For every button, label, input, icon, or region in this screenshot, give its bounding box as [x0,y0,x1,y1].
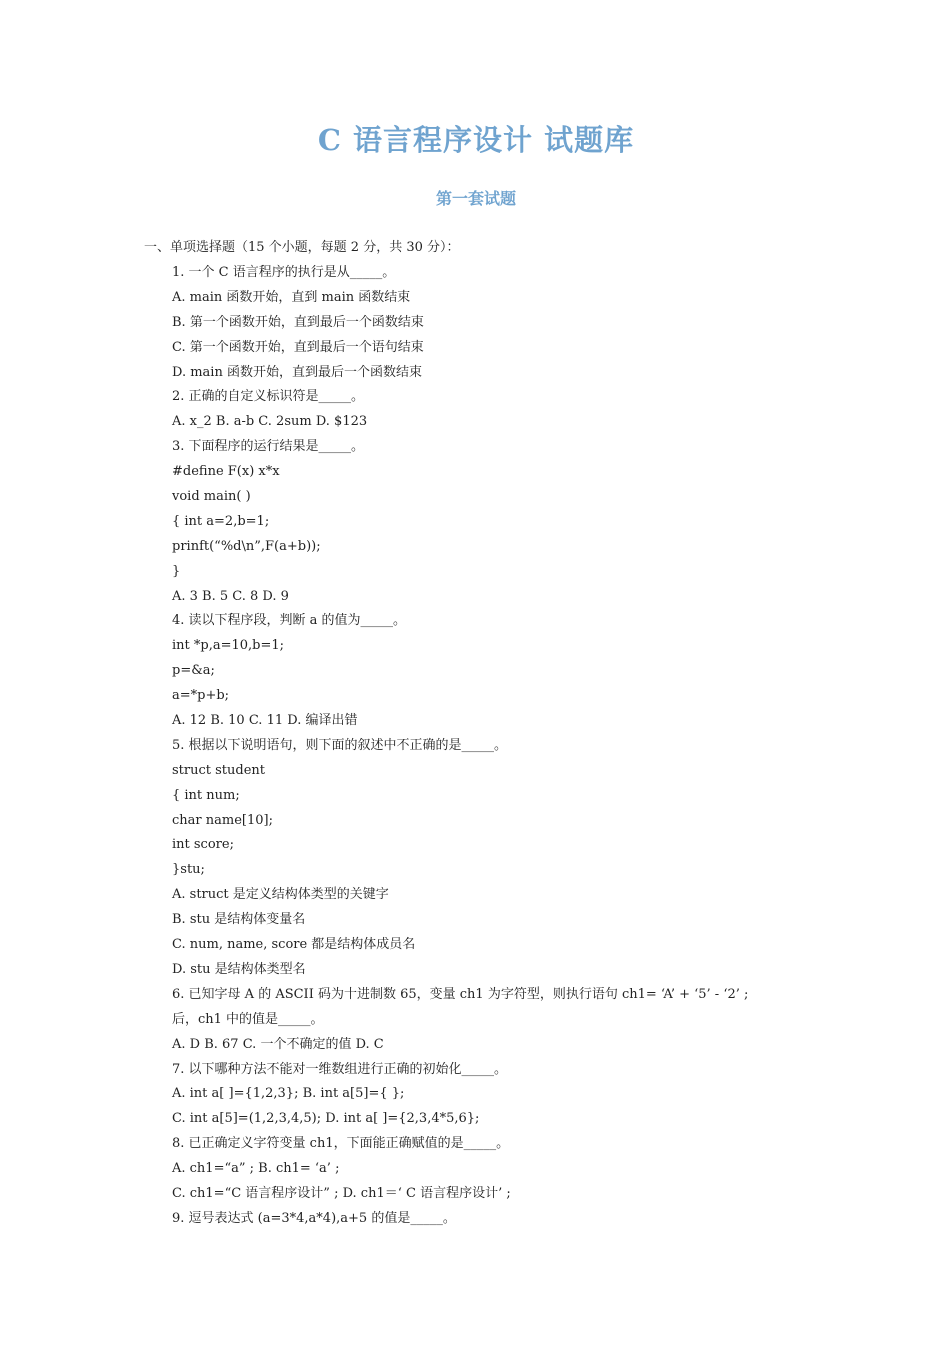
option-line: D. main 函数开始，直到最后一个函数结束 [172,364,422,380]
code-line: int *p,a=10,b=1; [172,638,285,654]
question-line: 3. 下面程序的运行结果是_____。 [172,439,365,455]
set-title: 第一套试题 [435,189,516,208]
code-line: char name[10]; [172,812,273,828]
code-line: struct student [172,762,265,778]
option-line: B. stu 是结构体变量名 [172,912,306,928]
option-line: A. D B. 67 C. 一个不确定的值 D. C [172,1036,384,1052]
option-line: A. ch1=“a” ; B. ch1= ‘a’ ; [172,1161,340,1177]
question-line: 9. 逗号表达式 (a=3*4,a*4),a+5 的值是_____。 [172,1210,456,1226]
question-list [172,261,832,1232]
question-line: 7. 以下哪种方法不能对一维数组进行正确的初始化_____。 [172,1061,508,1077]
option-line: A. 12 B. 10 C. 11 D. 编译出错 [172,713,358,729]
option-line: D. stu 是结构体类型名 [172,961,306,977]
question-line: 1. 一个 C 语言程序的执行是从_____。 [172,265,396,280]
question-line: 6. 已知字母 A 的 ASCII 码为十进制数 65，变量 ch1 为字符型，则执行语句 ch1= ‘A’ + ‘5’ - ‘2’ ; [172,986,749,1002]
option-line: B. 第一个函数开始，直到最后一个函数结束 [172,314,424,330]
option-line: C. 第一个函数开始，直到最后一个语句结束 [172,339,424,355]
option-line: A. main 函数开始，直到 main 函数结束 [172,289,411,305]
code-line: { int num; [172,787,240,803]
code-line: { int a=2,b=1; [172,513,270,529]
option-line: A. int a[ ]={1,2,3}; B. int a[5]={ }; [172,1086,405,1102]
code-line: void main( ) [172,489,251,505]
code-line: prinft(“%d\n”,F(a+b)); [172,538,321,554]
option-line: A. 3 B. 5 C. 8 D. 9 [172,588,289,604]
code-line: #define F(x) x*x [172,464,280,480]
option-line: A. struct 是定义结构体类型的关键字 [172,887,389,903]
code-line: a=*p+b; [172,688,230,704]
option-line: A. x_2 B. a-b C. 2sum D. $123 [172,414,368,430]
code-line: int score; [172,837,234,853]
option-line: C. int a[5]=(1,2,3,4,5); D. int a[ ]={2,3,4*5,6}; [172,1111,480,1127]
option-line: C. ch1=“C 语言程序设计” ; D. ch1＝‘ C 语言程序设计’ ; [172,1185,511,1201]
question-line: 8. 已正确定义字符变量 ch1，下面能正确赋值的是_____。 [172,1136,510,1152]
section-heading: 一、单项选择题（15 个小题，每题 2 分，共 30 分）： [144,240,460,255]
question-line: 5. 根据以下说明语句，则下面的叙述中不正确的是_____。 [172,737,508,753]
page-title: C 语言程序设计 试题库 [317,123,635,157]
question-line: 后，ch1 中的值是_____。 [172,1011,324,1027]
code-line: }stu; [172,862,205,878]
code-line: } [172,563,181,579]
question-line: 2. 正确的自定义标识符是_____。 [172,389,365,405]
question-line: 4. 读以下程序段，判断 a 的值为_____。 [172,613,407,629]
code-line: p=&a; [172,663,215,679]
option-line: C. num, name, score 都是结构体成员名 [172,937,416,953]
